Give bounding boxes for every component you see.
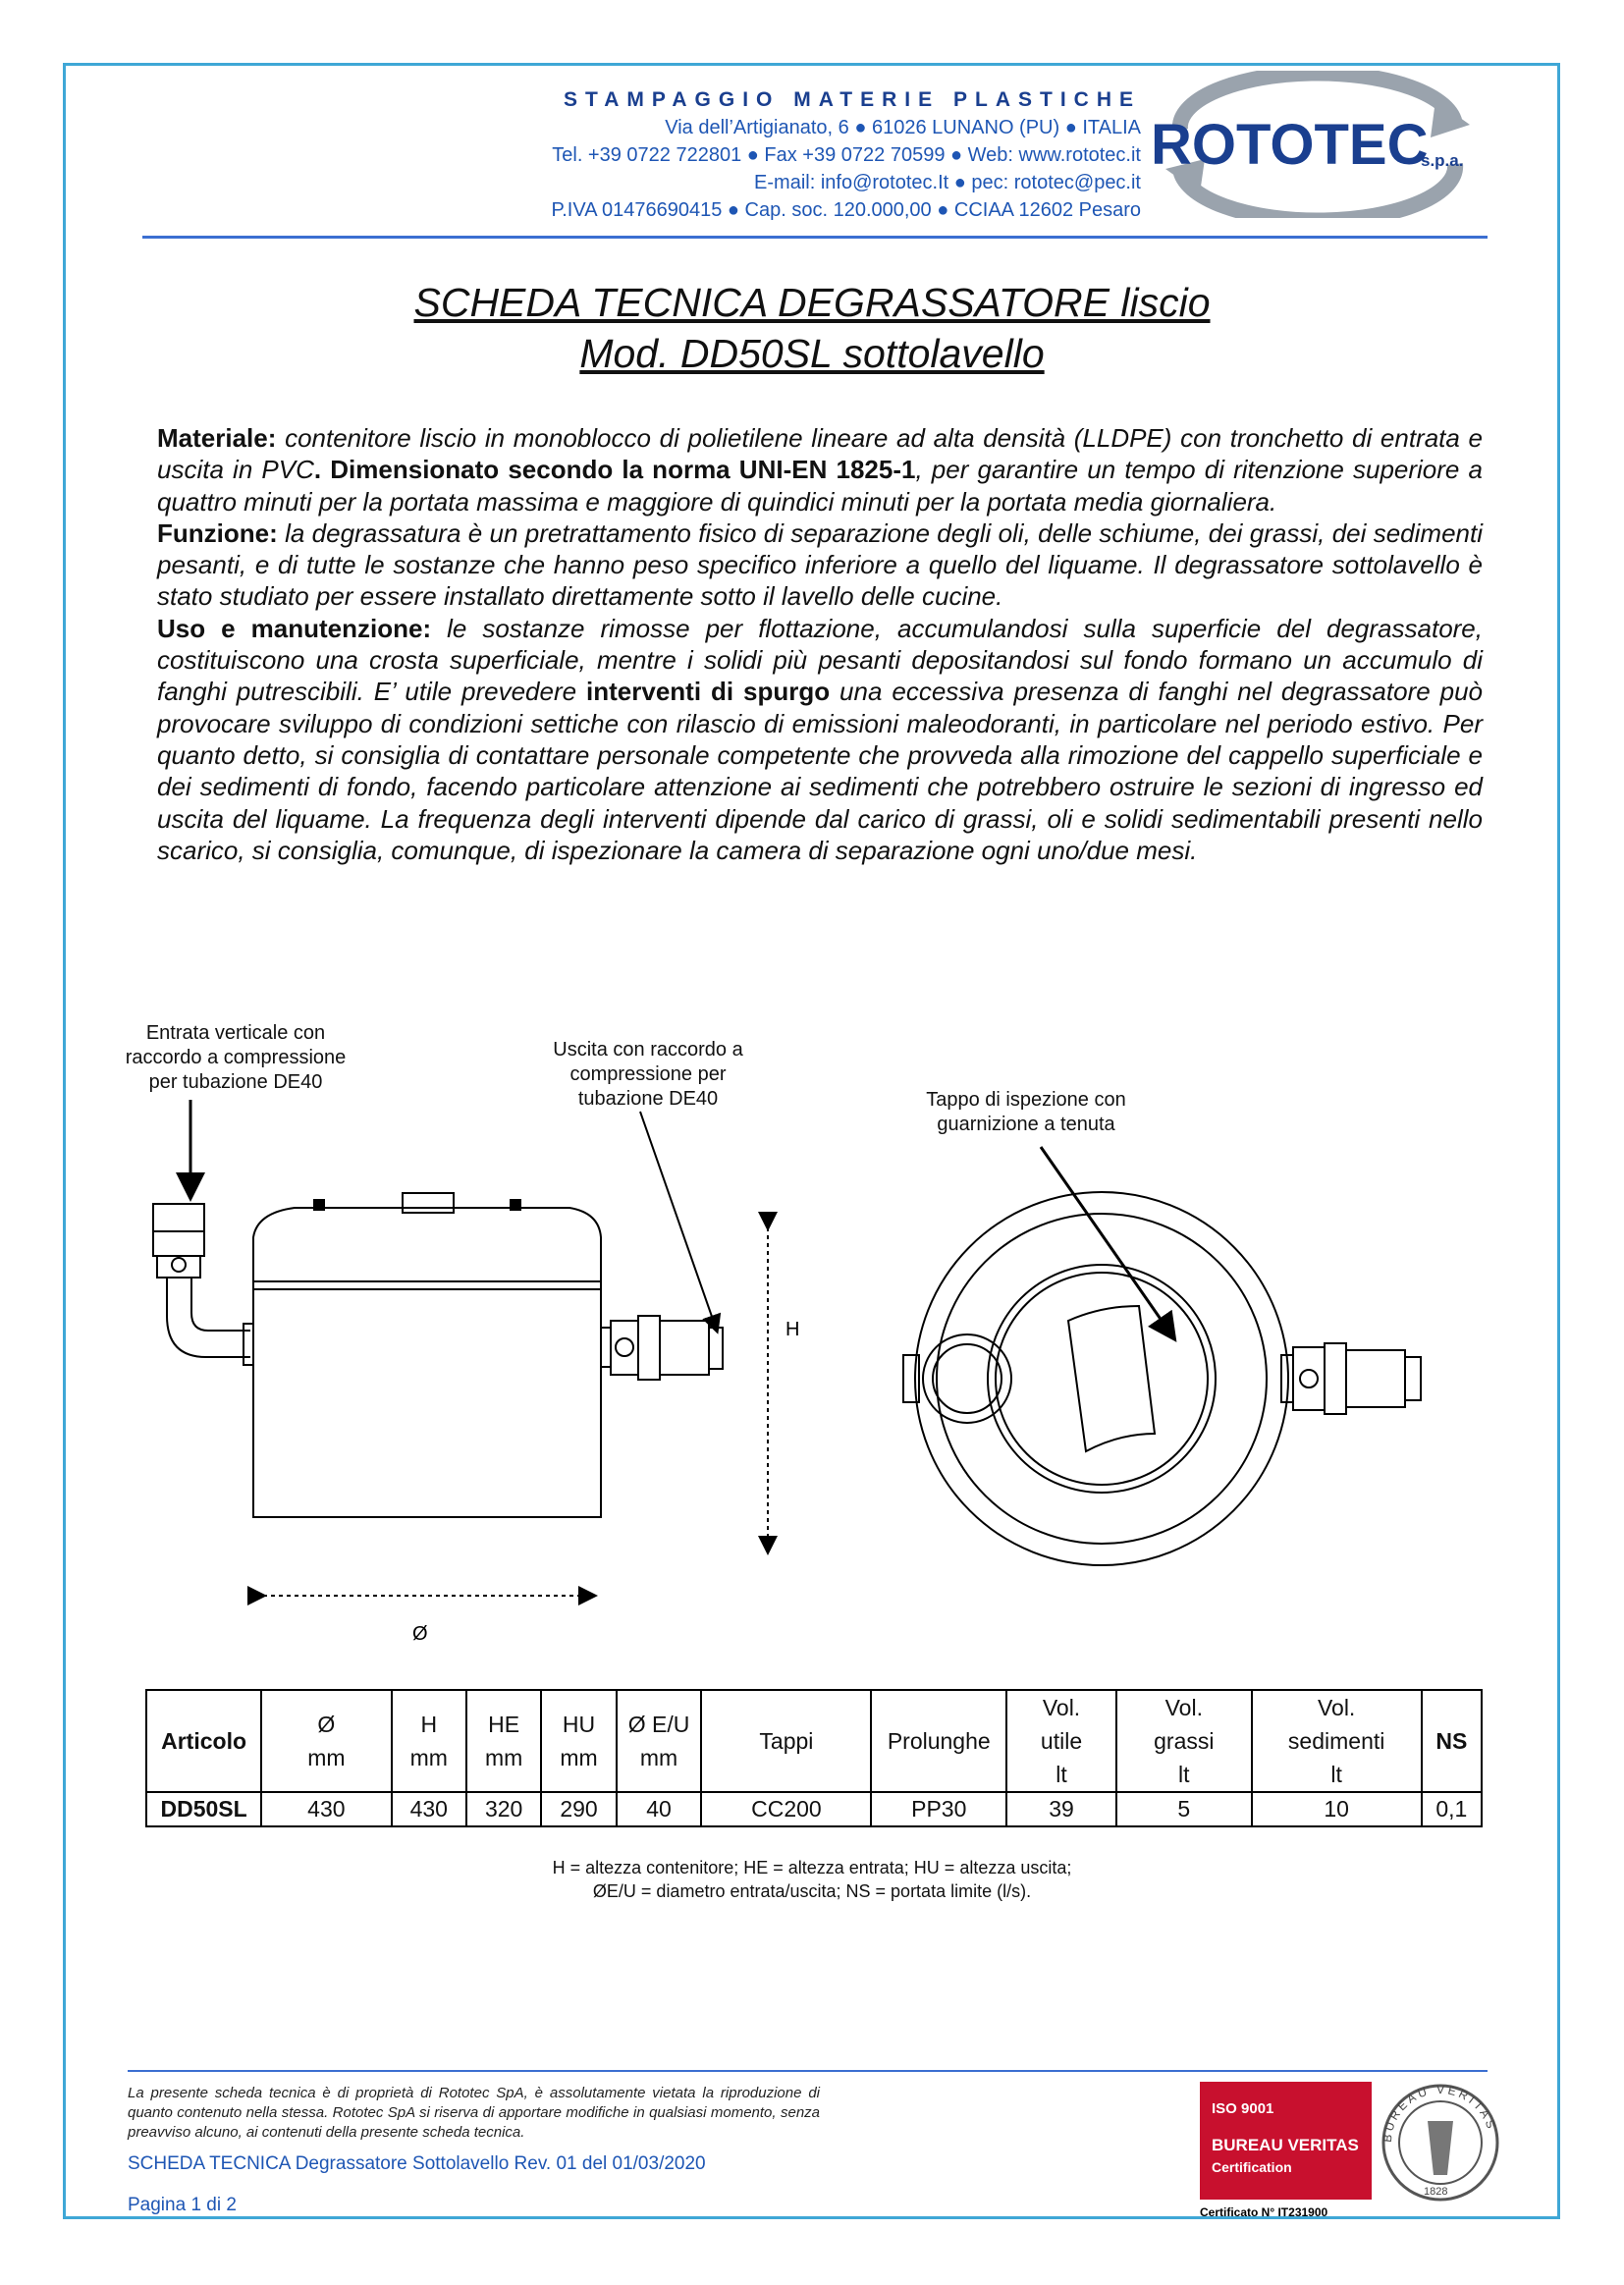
- header-text: NS: [1435, 1728, 1468, 1754]
- table-header-row: [146, 1690, 1482, 1792]
- col-ns: [1422, 1690, 1482, 1792]
- dimension-h-label: H: [785, 1319, 800, 1340]
- cell-h: 430: [392, 1792, 466, 1826]
- header-text: Vol.: [1042, 1695, 1081, 1720]
- company-email: E-mail: info@rototec.It ● pec: rototec@pec.it: [754, 172, 1141, 193]
- header-text: Vol.: [1317, 1695, 1356, 1720]
- header-text: Prolunghe: [887, 1728, 991, 1754]
- cell-vol-grassi: 5: [1116, 1792, 1252, 1826]
- cell-ns: 0,1: [1422, 1792, 1482, 1826]
- cell-he: 320: [466, 1792, 541, 1826]
- materiale-text-c: , per garantire un tempo di ritenzione superiore a quattro minuti per la portata massima e maggiore di quindici minuti per la portata media giornaliera.: [157, 455, 1483, 517]
- col-he: [466, 1690, 541, 1792]
- legend-line-2: ØE/U = diametro entrata/uscita; NS = portata limite (l/s).: [592, 1881, 1032, 1901]
- funzione-text: la degrassatura è un pretrattamento fisico di separazione degli oli, delle schiume, dei grassi, dei sedimenti pesanti, e di tutte le sostanze che hanno peso specifico inferiore a quello del liquame. Il degrassatore sottolavello è stato studiato per essere installato direttamente sotto il lavello delle cucine.: [157, 517, 1483, 612]
- spec-table: [145, 1689, 1483, 1827]
- label-funzione: Funzione: [157, 517, 270, 548]
- col-vol-utile: [1006, 1690, 1116, 1792]
- col-vol-sedimenti: [1252, 1690, 1422, 1792]
- company-phone: Tel. +39 0722 722801 ● Fax +39 0722 70599 ● Web: www.rototec.it: [552, 144, 1141, 166]
- title-line-1: SCHEDA TECNICA DEGRASSATORE liscio: [413, 280, 1211, 325]
- company-fiscal: P.IVA 01476690415 ● Cap. soc. 120.000,00 ● CCIAA 12602 Pesaro: [551, 199, 1141, 221]
- header-unit: lt: [1056, 1762, 1067, 1787]
- cell-diameter: 430: [261, 1792, 391, 1826]
- materiale-norm: . Dimensionato secondo la norma UNI-EN 1825-1: [313, 455, 916, 485]
- title-line-2: Mod. DD50SL sottolavello: [579, 331, 1045, 376]
- table-row: [146, 1792, 1482, 1826]
- label-materiale: Materiale: [157, 423, 268, 453]
- col-tappi: [701, 1690, 871, 1792]
- header-text: H: [420, 1712, 438, 1737]
- logo-text: ROTOTEC: [1151, 113, 1429, 177]
- col-h: [392, 1690, 466, 1792]
- header-unit: mm: [560, 1745, 598, 1770]
- col-vol-grassi: [1116, 1690, 1252, 1792]
- seal-ring-text: BUREAU VERITAS: [1380, 2082, 1499, 2144]
- cert-bureau: BUREAU VERITAS: [1212, 2136, 1359, 2154]
- label-materiale-colon: :: [267, 423, 277, 453]
- company-tagline: STAMPAGGIO MATERIE PLASTICHE: [563, 88, 1141, 111]
- col-diameter: [261, 1690, 391, 1792]
- label-inlet-line: raccordo a compressione: [125, 1047, 347, 1068]
- header-unit: mm: [409, 1745, 448, 1770]
- col-deu: [617, 1690, 702, 1792]
- seal-year: 1828: [1424, 2186, 1448, 2198]
- header-unit: mm: [639, 1745, 678, 1770]
- materiale-text-a: contenitore liscio in monoblocco di polietilene lineare ad alta densità (LLDPE) con tronchetto di entrata e uscita in PVC: [157, 423, 1483, 485]
- cell-articolo: DD50SL: [146, 1792, 261, 1826]
- header-unit: lt: [1178, 1762, 1190, 1787]
- header-text: Ø: [317, 1712, 336, 1737]
- label-outlet-line: tubazione DE40: [577, 1088, 719, 1110]
- label-funzione-colon: :: [269, 517, 278, 548]
- table-legend: [0, 1856, 1624, 1903]
- cell-vol-sedimenti: 10: [1252, 1792, 1422, 1826]
- header-unit: lt: [1330, 1762, 1342, 1787]
- header-text: HU: [562, 1712, 596, 1737]
- side-view: [153, 1193, 768, 1596]
- col-prolunghe: [871, 1690, 1006, 1792]
- label-outlet-line: compressione per: [569, 1063, 727, 1085]
- footer-disclaimer: La presente scheda tecnica è di proprietà di Rototec SpA, è assolutamente vietata la riproduzione di quanto contenuto nella stessa. Rototec SpA si riserva di apportare modifiche in qualsiasi momento, senza preavviso alcuno, ai contenuti della presente scheda tecnica.: [128, 2085, 820, 2141]
- bureau-veritas-seal: [1380, 2083, 1499, 2200]
- company-address: Via dell’Artigianato, 6 ● 61026 LUNANO (PU) ● ITALIA: [665, 117, 1141, 138]
- cert-certification: Certification: [1212, 2159, 1292, 2175]
- certification-badge: [1200, 2082, 1514, 2219]
- cell-prolunghe: PP30: [871, 1792, 1006, 1826]
- legend-line-1: H = altezza contenitore; HE = altezza entrata; HU = altezza uscita;: [552, 1858, 1072, 1877]
- dimension-d-label: Ø: [412, 1623, 428, 1645]
- col-hu: [541, 1690, 616, 1792]
- header-unit: mm: [307, 1745, 346, 1770]
- footer-page-number: Pagina 1 di 2: [128, 2195, 237, 2215]
- footer-divider: [128, 2070, 1488, 2072]
- label-inlet-line: Entrata verticale con: [145, 1022, 326, 1044]
- header-text: sedimenti: [1287, 1728, 1385, 1754]
- uso-text-a: le sostanze rimosse per flottazione, accumulandosi sulla superficie del degrassatore, costituiscono una crosta superficiale, mentre i solidi più pesanti depositandosi sul fondo formano un accumulo di fanghi putrescibili. E’ utile prevedere: [157, 613, 1483, 707]
- label-cap-line: Tappo di ispezione con: [926, 1089, 1126, 1111]
- col-articolo: [146, 1690, 261, 1792]
- header-text: Ø E/U: [627, 1712, 690, 1737]
- cell-tappi: CC200: [701, 1792, 871, 1826]
- label-uso: Uso e manutenzione:: [157, 613, 432, 643]
- cell-vol-utile: 39: [1006, 1792, 1116, 1826]
- header-text: utile: [1040, 1728, 1083, 1754]
- top-view: [903, 1192, 1421, 1565]
- label-inlet-line: per tubazione DE40: [148, 1071, 323, 1093]
- header-text: Articolo: [161, 1728, 247, 1754]
- footer-doc-ref: SCHEDA TECNICA Degrassatore Sottolavello Rev. 01 del 01/03/2020: [128, 2153, 706, 2174]
- header-text: HE: [488, 1712, 520, 1737]
- header-text: Tappi: [759, 1728, 814, 1754]
- label-cap-line: guarnizione a tenuta: [937, 1114, 1115, 1135]
- label-outlet-line: Uscita con raccordo a: [553, 1039, 743, 1061]
- header-unit: mm: [484, 1745, 523, 1770]
- header-text: Vol.: [1164, 1695, 1203, 1720]
- cert-number: Certificato N° IT231900: [1200, 2205, 1328, 2219]
- header-text: grassi: [1154, 1728, 1215, 1754]
- leader-outlet: [640, 1112, 717, 1331]
- uso-bold: interventi di spurgo: [586, 677, 831, 707]
- uso-text-b: una eccessiva presenza di fanghi nel degrassatore può provocare sviluppo di condizioni settiche con rilascio di emissioni maleodoranti, in particolare nel periodo estivo. Per quanto detto, si consiglia di contattare personale competente che provveda alla rimozione del cappello superficiale e dei sedimenti di fondo, facendo particolare attenzione ai sedimenti che potrebbero ostruire le sezioni di ingresso ed uscita del liquame. La frequenza degli interventi dipende dal carico di grassi, oli e solidi sedimentabili presenti nello scarico, si consiglia, comunque, di ispezionare la camera di separazione ogni uno/due mesi.: [157, 677, 1483, 865]
- cert-iso: ISO 9001: [1212, 2100, 1274, 2117]
- logo-suffix: s.p.a.: [1421, 151, 1464, 170]
- cell-hu: 290: [541, 1792, 616, 1826]
- cell-deu: 40: [617, 1792, 702, 1826]
